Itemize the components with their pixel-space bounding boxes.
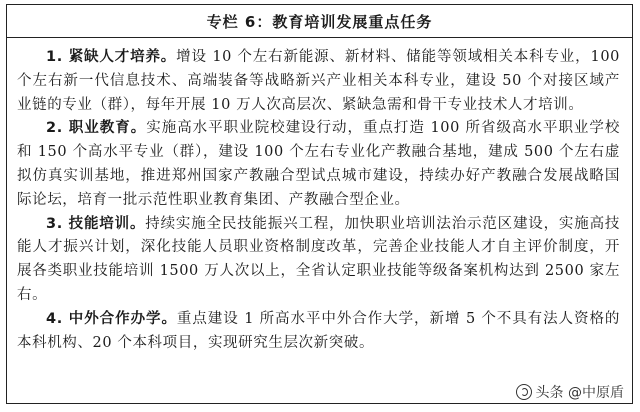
column-content	[7, 38, 632, 355]
watermark-text: 头条 @中原盾	[535, 385, 624, 401]
paragraph-skills-training	[17, 213, 620, 308]
paragraph-body: 重点建设 1 所高水平中外合作大学，新增 5 个不具有法人资格的本科机构、20 个本科项目，实现研究生层次新突破。	[17, 310, 620, 351]
paragraph-body: 持续实施全民技能振兴工程，加快职业培训法治示范区建设，实施高技能人才振兴计划，深化技能人员职业资格制度改革，完善企业技能人才自主评价制度，开展各类职业技能培训 1500 万人次以上，全省认定职业技能等级备案机构达到 2500 家左右。	[17, 215, 620, 303]
paragraph-vocational-education	[17, 117, 620, 212]
paragraph-heading: 1. 紧缺人才培养。	[46, 49, 177, 65]
paragraph-body: 增设 10 个左右新能源、新材料、储能等领域相关本科专业，100 个左右新一代信息技术、高端装备等战略新兴产业相关本科专业，建设 50 个对接区域产业链的专业（群），每年开展 10 万人次高层次、紧缺急需和骨干专业技术人才培训。	[17, 49, 620, 113]
paragraph-heading: 4. 中外合作办学。	[46, 310, 177, 327]
toutiao-logo-icon	[516, 384, 532, 400]
paragraph-talent-training	[17, 46, 620, 117]
paragraph-sino-foreign-cooperation	[17, 308, 620, 356]
paragraph-body: 实施高水平职业院校建设行动，重点打造 100 所省级高水平职业学校和 150 个高水平专业（群），建设 100 个左右专业化产教融合基地，建成 500 个左右虚拟仿真实训基地，推进郑州国家产教融合型试点城市建设，持续办好产教融合发展战略国际论坛，培育一批示范性职业教育集团、产教融合型企业。	[17, 120, 620, 208]
title-bar	[7, 5, 632, 38]
column-box	[6, 4, 633, 404]
watermark	[514, 382, 626, 402]
paragraph-heading: 3. 技能培训。	[46, 215, 146, 232]
paragraph-heading: 2. 职业教育。	[46, 120, 147, 137]
column-title: 专栏 6：教育培训发展重点任务	[206, 12, 433, 31]
